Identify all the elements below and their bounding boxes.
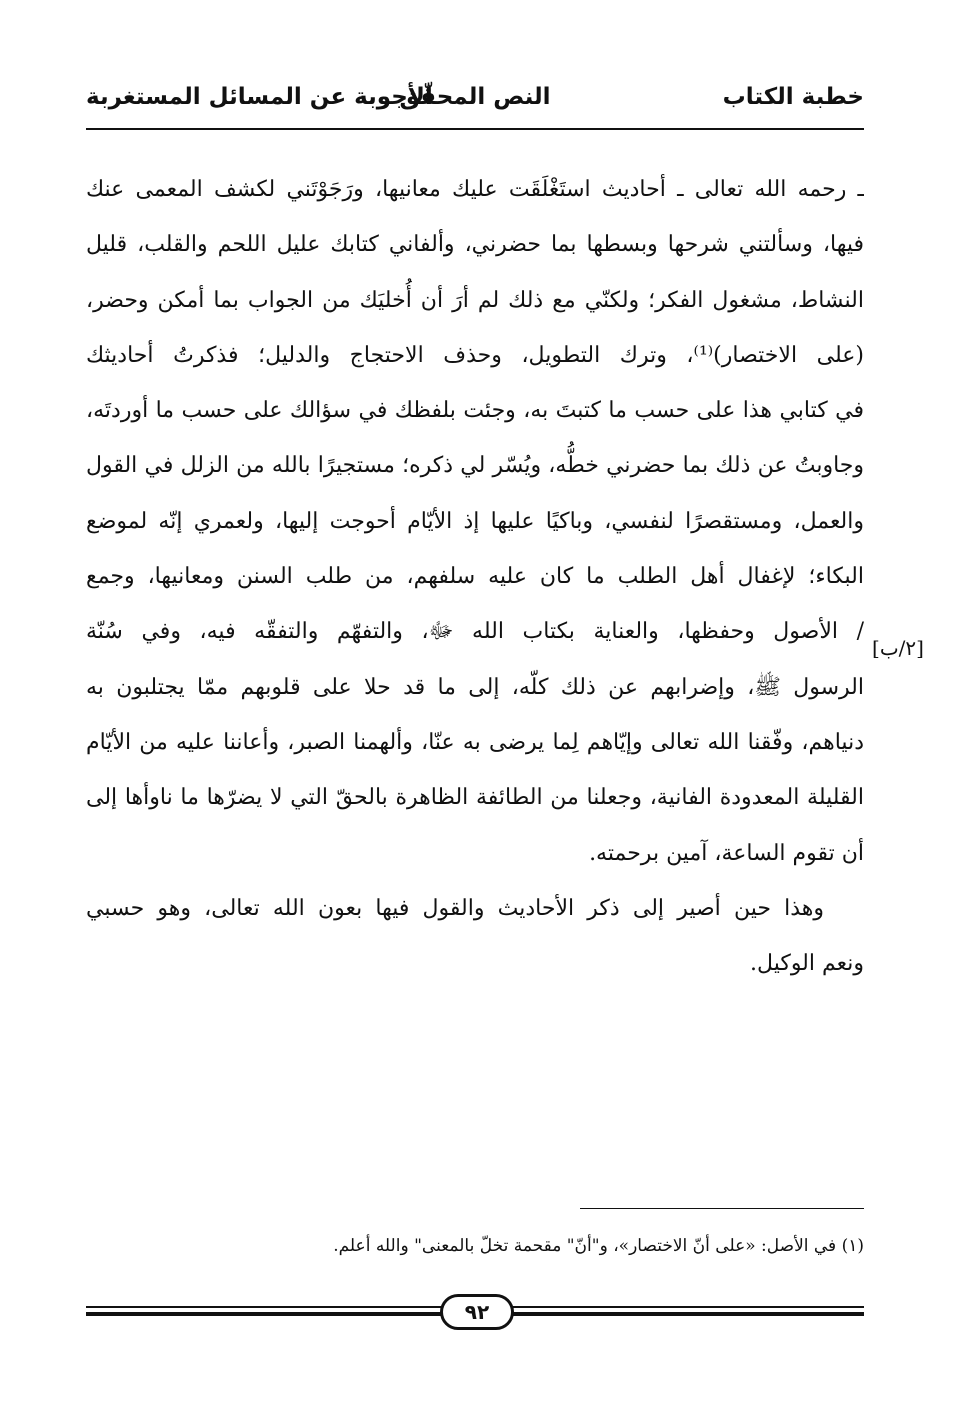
text-line: البكاء؛ لإغفال أهل الطلب ما كان عليه سلفهم، من طلب السنن ومعانيها، وجمع <box>86 564 864 590</box>
footer-rule-right-thick <box>512 1312 864 1316</box>
text-line: وجاوبتُ عن ذلك بما حضرني خطُّه، ويُسّر لي ذكره؛ مستجيرًا بالله من الزلل في القول <box>86 453 864 479</box>
text-line: (على الاختصار)⁽¹⁾، وترك التطويل، وحذف الاحتجاج والدليل؛ فذكرتُ أحاديثك <box>86 342 864 368</box>
text-line: وهذا حين أصير إلى ذكر الأحاديث والقول فيها بعون الله تعالى، وهو حسبي <box>86 895 824 921</box>
running-header <box>86 84 864 124</box>
text-line: الرسول ﷺ، وإضرابهم عن ذلك كلّه، إلى ما قد حلا على قلوبهم ممّا يجتلبون به <box>86 674 864 700</box>
footer-rule-right-thin <box>512 1306 864 1308</box>
footnote-divider <box>580 1208 864 1209</box>
header-section-title: خطبة الكتاب <box>722 84 864 110</box>
manuscript-folio-marker: [٢/ب] <box>872 636 924 660</box>
text-line: القليلة المعدودة الفانية، وجعلنا من الطائفة الظاهرة بالحقّ التي لا يضرّها ما ناوأها إلى <box>86 785 864 811</box>
text-line: / الأصول وحفظها، والعناية بكتاب الله ﷻ، والتفهّم والتفقّه فيه، وفي سُنّة <box>86 619 864 645</box>
footer-rule-left-thin <box>86 1306 442 1308</box>
text-line: في كتابي هذا على حسب ما كتبتَ به، وجئت بلفظك في سؤالك على حسب ما أوردتَه، <box>86 398 864 424</box>
header-divider <box>86 128 864 130</box>
header-part-title: النص المحقّق <box>399 84 551 110</box>
main-text <box>86 162 864 991</box>
footer-rule-left-thick <box>86 1312 442 1316</box>
text-line: والعمل، ومستقصرًا لنفسي، وباكيًا عليها إذ الأيّام أحوجت إليها، ولعمري إنّه لموضع <box>86 508 864 534</box>
text-line: النشاط، مشغول الفكر؛ ولكنّي مع ذلك لم أرَ أن أُخليَك من الجواب بما أمكن وحضر، <box>86 287 864 313</box>
text-line: أن تقوم الساعة، آمين برحمته. <box>589 840 864 866</box>
page-number: ٩٢ <box>440 1294 514 1330</box>
text-line: فيها، وسألتني شرحها وبسطها بما حضرني، وألفاني كتابك عليل اللحم والقلب، قليل <box>86 232 864 258</box>
text-line: دنياهم، وفّقنا الله تعالى وإيّاهم لِما يرضى به عنّا، وألهمنا الصبر، وأعاننا عليه من الأيّام <box>86 729 864 755</box>
text-line: ونعم الوكيل. <box>750 951 864 977</box>
header-book-title: الأجوبة عن المسائل المستغربة <box>86 84 433 110</box>
text-line: ـ رحمه الله تعالى ـ أحاديث استَغْلَقَت عليك معانيها، ورَجَوْتَني لكشف المعمى عنك <box>86 177 864 202</box>
footnote: (١) في الأصل: «على أنّ الاختصار»، و"أنّ" مقحمة تخلّ بالمعنى" والله أعلم. <box>333 1236 864 1256</box>
